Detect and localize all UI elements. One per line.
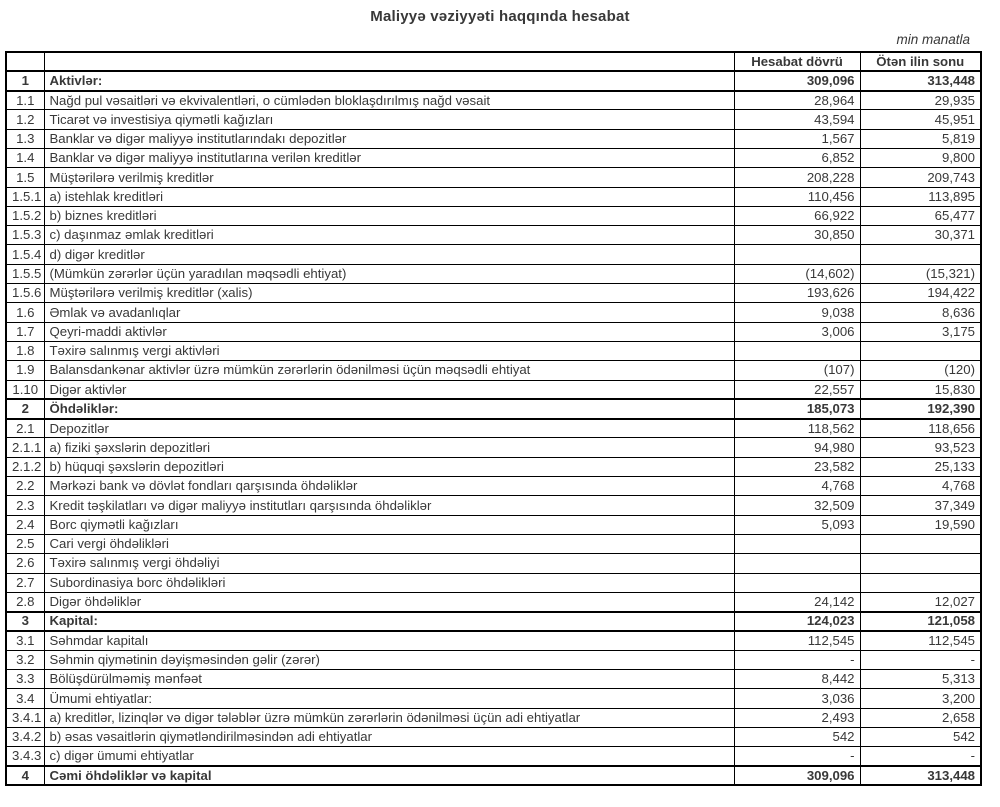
row-current-value: 30,850 [734,226,860,245]
row-prior-value: - [860,650,981,669]
row-prior-value: 118,656 [860,419,981,438]
row-current-value: 1,567 [734,129,860,148]
table-row [6,322,981,341]
row-number: 3.4 [6,689,44,708]
table-row [6,515,981,534]
row-label: Səhmdar kapitalı [44,631,734,650]
row-label: a) istehlak kreditləri [44,187,734,206]
table-row [6,554,981,573]
row-prior-value [860,573,981,592]
row-prior-value: 12,027 [860,592,981,611]
row-number: 1.10 [6,380,44,399]
row-number: 3 [6,612,44,631]
row-label: Qeyri-maddi aktivlər [44,322,734,341]
row-label: Kredit təşkilatları və digər maliyyə institutları qarşısında öhdəliklər [44,496,734,515]
row-current-value: 542 [734,727,860,746]
table-row [6,110,981,129]
row-current-value: 9,038 [734,303,860,322]
row-current-value: 208,228 [734,168,860,187]
row-current-value [734,573,860,592]
table-row [6,689,981,708]
table-row [6,361,981,380]
row-current-value: 309,096 [734,766,860,785]
row-prior-value: 25,133 [860,457,981,476]
row-number: 1.5.3 [6,226,44,245]
row-current-value: 309,096 [734,71,860,90]
table-row [6,245,981,264]
row-prior-value: 192,390 [860,399,981,418]
table-body [6,71,981,785]
row-number: 1 [6,71,44,90]
row-current-value: 22,557 [734,380,860,399]
table-row [6,747,981,766]
row-prior-value: 2,658 [860,708,981,727]
row-label: b) əsas vəsaitlərin qiymətləndirilməsindən adi ehtiyatlar [44,727,734,746]
table-row [6,206,981,225]
row-prior-value: 9,800 [860,148,981,167]
row-prior-value [860,534,981,553]
table-row [6,148,981,167]
row-number: 2.1.1 [6,438,44,457]
financial-position-table [5,51,982,786]
row-current-value: 185,073 [734,399,860,418]
row-number: 1.5.5 [6,264,44,283]
row-current-value: 3,036 [734,689,860,708]
row-prior-value: 15,830 [860,380,981,399]
row-number: 2.1.2 [6,457,44,476]
row-prior-value [860,245,981,264]
row-label: d) digər kreditlər [44,245,734,264]
row-label: Kapital: [44,612,734,631]
row-label: Subordinasiya borc öhdəlikləri [44,573,734,592]
table-row [6,303,981,322]
row-label: Digər aktivlər [44,380,734,399]
row-number: 2.1 [6,419,44,438]
row-current-value: 3,006 [734,322,860,341]
row-label: Təxirə salınmış vergi öhdəliyi [44,554,734,573]
row-label: Nağd pul vəsaitləri və ekvivalentləri, o cümlədən bloklaşdırılmış nağd vəsait [44,91,734,110]
row-number: 1.7 [6,322,44,341]
table-row [6,91,981,110]
row-number: 2.3 [6,496,44,515]
row-prior-value: 542 [860,727,981,746]
row-label: Müştərilərə verilmiş kreditlər (xalis) [44,284,734,303]
table-row [6,71,981,90]
row-number: 1.2 [6,110,44,129]
row-number: 3.4.1 [6,708,44,727]
row-current-value: 2,493 [734,708,860,727]
row-number: 1.4 [6,148,44,167]
row-label: Depozitlər [44,419,734,438]
row-current-value: 118,562 [734,419,860,438]
row-prior-value: 4,768 [860,477,981,496]
row-label: Balansdankənar aktivlər üzrə mümkün zərərlərin ödənilməsi üçün məqsədli ehtiyat [44,361,734,380]
row-current-value: 23,582 [734,457,860,476]
row-label: Təxirə salınmış vergi aktivləri [44,341,734,360]
row-number: 1.5.2 [6,206,44,225]
row-label: Əmlak və avadanlıqlar [44,303,734,322]
table-row [6,168,981,187]
header-cell-reporting-period: Hesabat dövrü [734,52,860,71]
row-label: Aktivlər: [44,71,734,90]
row-prior-value: 93,523 [860,438,981,457]
row-current-value: (14,602) [734,264,860,283]
row-prior-value: - [860,747,981,766]
row-prior-value: 3,200 [860,689,981,708]
row-number: 3.4.3 [6,747,44,766]
table-row [6,419,981,438]
row-current-value: 24,142 [734,592,860,611]
table-row [6,264,981,283]
row-label: Mərkəzi bank və dövlət fondları qarşısında öhdəliklər [44,477,734,496]
row-prior-value: 112,545 [860,631,981,650]
row-prior-value: 194,422 [860,284,981,303]
row-current-value: 28,964 [734,91,860,110]
row-prior-value: 8,636 [860,303,981,322]
row-prior-value: (15,321) [860,264,981,283]
row-number: 2.5 [6,534,44,553]
table-row [6,766,981,785]
row-prior-value: 65,477 [860,206,981,225]
row-number: 1.8 [6,341,44,360]
row-current-value: 6,852 [734,148,860,167]
row-label: Cari vergi öhdəlikləri [44,534,734,553]
row-number: 2.8 [6,592,44,611]
table-row [6,727,981,746]
row-number: 3.1 [6,631,44,650]
row-prior-value: 5,313 [860,670,981,689]
table-row [6,592,981,611]
row-current-value: 110,456 [734,187,860,206]
table-row [6,631,981,650]
table-row [6,187,981,206]
table-row [6,612,981,631]
row-prior-value: 313,448 [860,71,981,90]
row-current-value: - [734,747,860,766]
row-label: Banklar və digər maliyyə institutlarındakı depozitlər [44,129,734,148]
row-prior-value: 3,175 [860,322,981,341]
row-current-value: 193,626 [734,284,860,303]
table-row [6,380,981,399]
row-number: 3.4.2 [6,727,44,746]
row-label: a) fiziki şəxslərin depozitləri [44,438,734,457]
row-label: Cəmi öhdəliklər və kapital [44,766,734,785]
table-row [6,226,981,245]
row-number: 2 [6,399,44,418]
row-current-value: 32,509 [734,496,860,515]
row-number: 2.6 [6,554,44,573]
row-current-value: 94,980 [734,438,860,457]
table-row [6,477,981,496]
row-number: 1.5.6 [6,284,44,303]
row-current-value: 43,594 [734,110,860,129]
table-row [6,284,981,303]
row-label: Digər öhdəliklər [44,592,734,611]
table-row [6,650,981,669]
row-current-value: 8,442 [734,670,860,689]
row-prior-value: 45,951 [860,110,981,129]
row-label: Bölüşdürülməmiş mənfəət [44,670,734,689]
table-row [6,438,981,457]
row-label: Ümumi ehtiyatlar: [44,689,734,708]
row-prior-value [860,554,981,573]
table-row [6,341,981,360]
header-cell-prior-year-end: Ötən ilin sonu [860,52,981,71]
table-row [6,457,981,476]
row-current-value: 124,023 [734,612,860,631]
row-number: 3.2 [6,650,44,669]
row-prior-value: 30,371 [860,226,981,245]
row-current-value [734,554,860,573]
row-current-value: 5,093 [734,515,860,534]
row-current-value: - [734,650,860,669]
unit-note: min manatla [896,32,970,47]
table-row [6,708,981,727]
row-current-value [734,245,860,264]
page-title: Maliyyə vəziyyəti haqqında hesabat [370,8,630,25]
row-label: c) digər ümumi ehtiyatlar [44,747,734,766]
row-label: Müştərilərə verilmiş kreditlər [44,168,734,187]
row-label: a) kreditlər, lizinqlər və digər tələblər üzrə mümkün zərərlərin ödənilməsi üçün adi ehtiyatlar [44,708,734,727]
row-number: 1.6 [6,303,44,322]
table-row [6,496,981,515]
row-label: Öhdəliklər: [44,399,734,418]
row-label: b) biznes kreditləri [44,206,734,225]
row-prior-value: 121,058 [860,612,981,631]
row-prior-value: 29,935 [860,91,981,110]
row-number: 1.1 [6,91,44,110]
row-prior-value: 37,349 [860,496,981,515]
row-number: 2.4 [6,515,44,534]
row-prior-value: (120) [860,361,981,380]
table-row [6,670,981,689]
table-row [6,573,981,592]
row-label: b) hüquqi şəxslərin depozitləri [44,457,734,476]
row-number: 3.3 [6,670,44,689]
row-number: 1.5 [6,168,44,187]
row-current-value: 4,768 [734,477,860,496]
table-row [6,534,981,553]
row-prior-value: 19,590 [860,515,981,534]
row-current-value [734,341,860,360]
row-prior-value: 313,448 [860,766,981,785]
header-cell-item [44,52,734,71]
header-cell-number [6,52,44,71]
row-prior-value: 113,895 [860,187,981,206]
table-header-row [6,52,981,71]
row-label: (Mümkün zərərlər üçün yaradılan məqsədli ehtiyat) [44,264,734,283]
row-number: 1.5.1 [6,187,44,206]
row-label: Borc qiymətli kağızları [44,515,734,534]
row-number: 1.3 [6,129,44,148]
row-label: Banklar və digər maliyyə institutlarına verilən kreditlər [44,148,734,167]
row-number: 2.7 [6,573,44,592]
row-label: Səhmin qiymətinin dəyişməsindən gəlir (zərər) [44,650,734,669]
row-number: 1.9 [6,361,44,380]
row-current-value: 66,922 [734,206,860,225]
row-prior-value: 5,819 [860,129,981,148]
row-number: 1.5.4 [6,245,44,264]
row-current-value: 112,545 [734,631,860,650]
row-current-value: (107) [734,361,860,380]
table-row [6,399,981,418]
row-prior-value [860,341,981,360]
row-label: c) daşınmaz əmlak kreditləri [44,226,734,245]
row-prior-value: 209,743 [860,168,981,187]
row-number: 4 [6,766,44,785]
row-number: 2.2 [6,477,44,496]
row-current-value [734,534,860,553]
row-label: Ticarət və investisiya qiymətli kağızları [44,110,734,129]
table-row [6,129,981,148]
